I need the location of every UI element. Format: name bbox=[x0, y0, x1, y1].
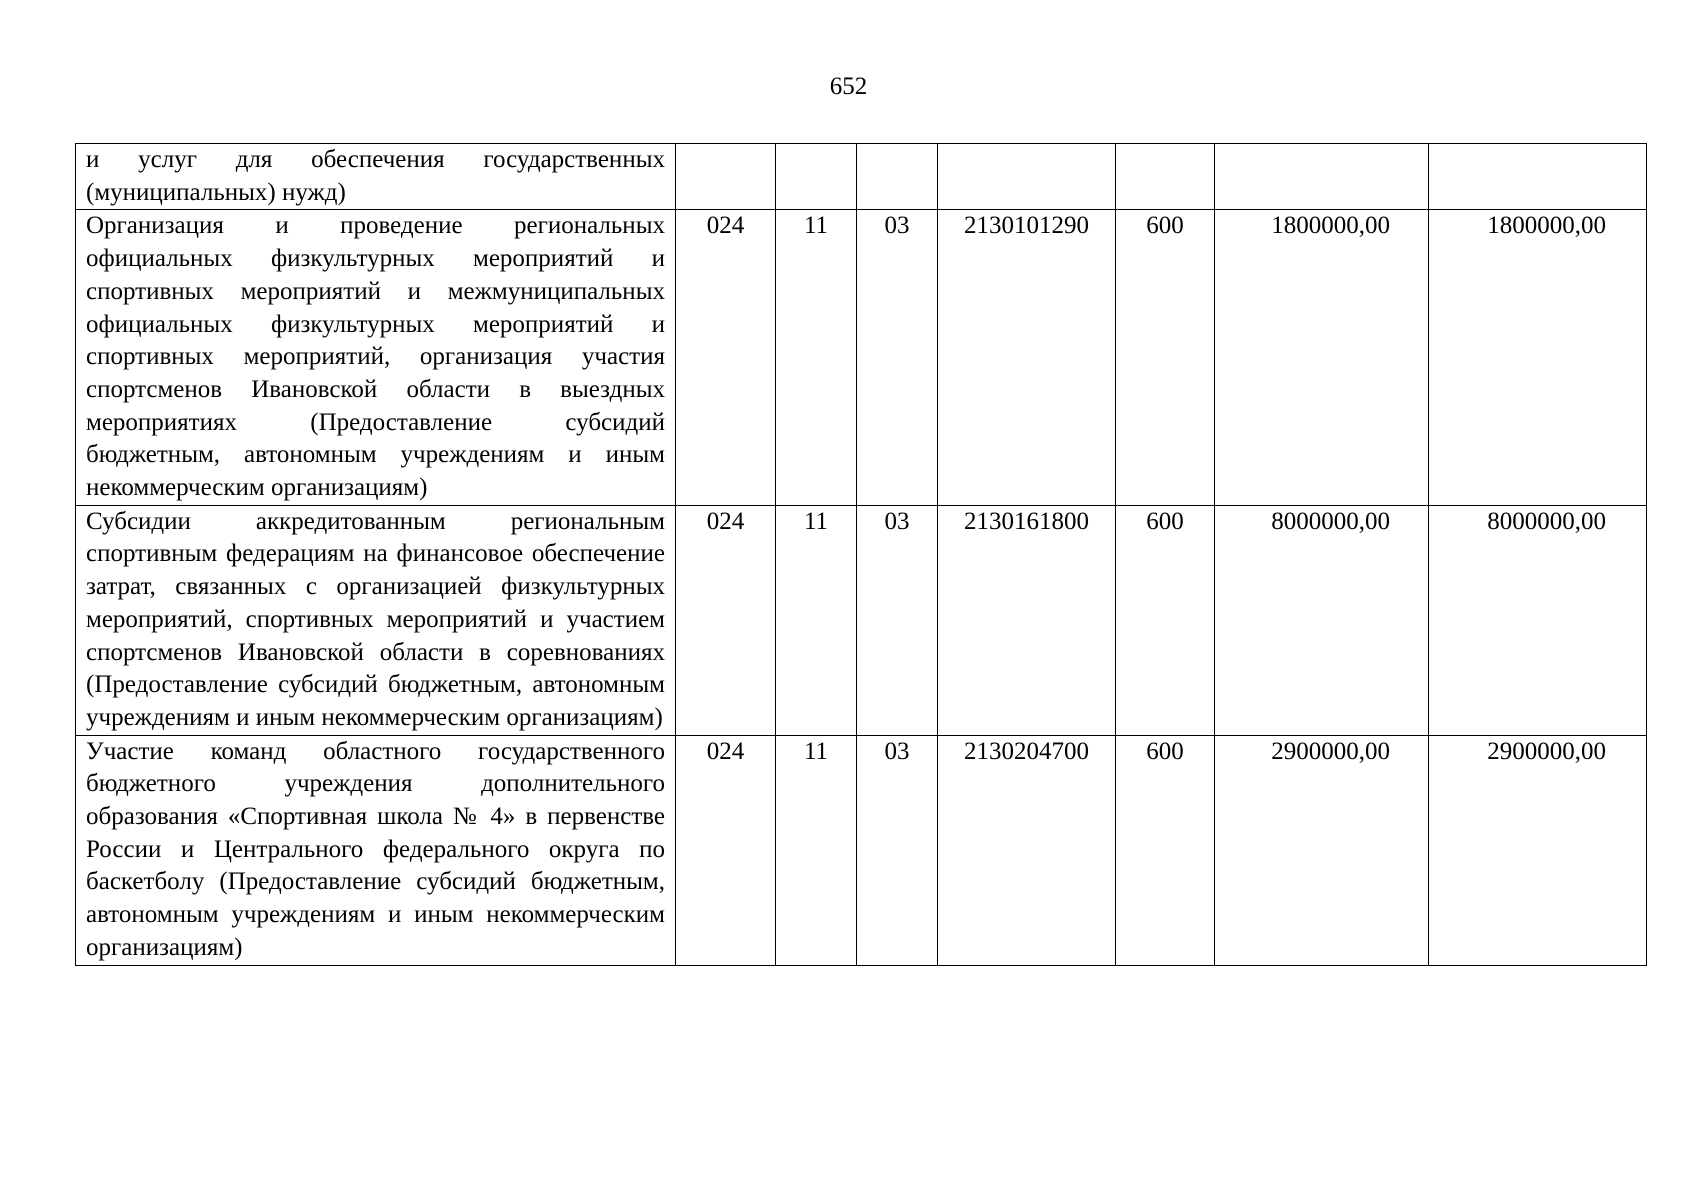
budget-table bbox=[75, 143, 1647, 966]
section-code: 11 bbox=[776, 735, 857, 965]
page-number: 652 bbox=[829, 73, 868, 100]
amount-year-1: 1800000,00 bbox=[1215, 210, 1429, 505]
row-description: Субсидии аккредитованным региональным спортивным федерациям на финансовое обеспечение затрат, связанных с организацией физкультурных мероприятий, спортивных мероприятий и участием спортсменов Ивановской области в соревнованиях (Предоставление субсидий бюджетным, автономным учреждениям и иным некоммерческим организациям) bbox=[76, 505, 676, 735]
amount-year-1: 2900000,00 bbox=[1215, 735, 1429, 965]
table-row bbox=[76, 210, 1647, 505]
target-article-code bbox=[938, 144, 1116, 210]
section-code: 11 bbox=[776, 210, 857, 505]
row-description: Участие команд областного государственного бюджетного учреждения дополнительного образования «Спортивная школа № 4» в первенстве России и Центрального федерального округа по баскетболу (Предоставление субсидий бюджетным, автономным учреждениям и иным некоммерческим организациям) bbox=[76, 735, 676, 965]
target-article-code: 2130161800 bbox=[938, 505, 1116, 735]
section-code bbox=[776, 144, 857, 210]
table-row bbox=[76, 505, 1647, 735]
amount-year-2 bbox=[1429, 144, 1647, 210]
target-article-code: 2130204700 bbox=[938, 735, 1116, 965]
amount-year-2: 1800000,00 bbox=[1429, 210, 1647, 505]
table-row bbox=[76, 144, 1647, 210]
amount-year-2: 2900000,00 bbox=[1429, 735, 1647, 965]
amount-year-2: 8000000,00 bbox=[1429, 505, 1647, 735]
ministry-code: 024 bbox=[676, 505, 776, 735]
expense-type-code: 600 bbox=[1116, 505, 1215, 735]
section-code: 11 bbox=[776, 505, 857, 735]
subsection-code bbox=[857, 144, 938, 210]
expense-type-code bbox=[1116, 144, 1215, 210]
subsection-code: 03 bbox=[857, 210, 938, 505]
ministry-code: 024 bbox=[676, 210, 776, 505]
expense-type-code: 600 bbox=[1116, 735, 1215, 965]
expense-type-code: 600 bbox=[1116, 210, 1215, 505]
subsection-code: 03 bbox=[857, 505, 938, 735]
subsection-code: 03 bbox=[857, 735, 938, 965]
ministry-code bbox=[676, 144, 776, 210]
row-description: Организация и проведение региональных официальных физкультурных мероприятий и спортивных мероприятий и межмуниципальных официальных физкультурных мероприятий и спортивных мероприятий, организация участия спортсменов Ивановской области в выездных мероприятиях (Предоставление субсидий бюджетным, автономным учреждениям и иным некоммерческим организациям) bbox=[76, 210, 676, 505]
amount-year-1 bbox=[1215, 144, 1429, 210]
table-row bbox=[76, 735, 1647, 965]
amount-year-1: 8000000,00 bbox=[1215, 505, 1429, 735]
target-article-code: 2130101290 bbox=[938, 210, 1116, 505]
ministry-code: 024 bbox=[676, 735, 776, 965]
row-description: и услуг для обеспечения государственных (муниципальных) нужд) bbox=[76, 144, 676, 210]
